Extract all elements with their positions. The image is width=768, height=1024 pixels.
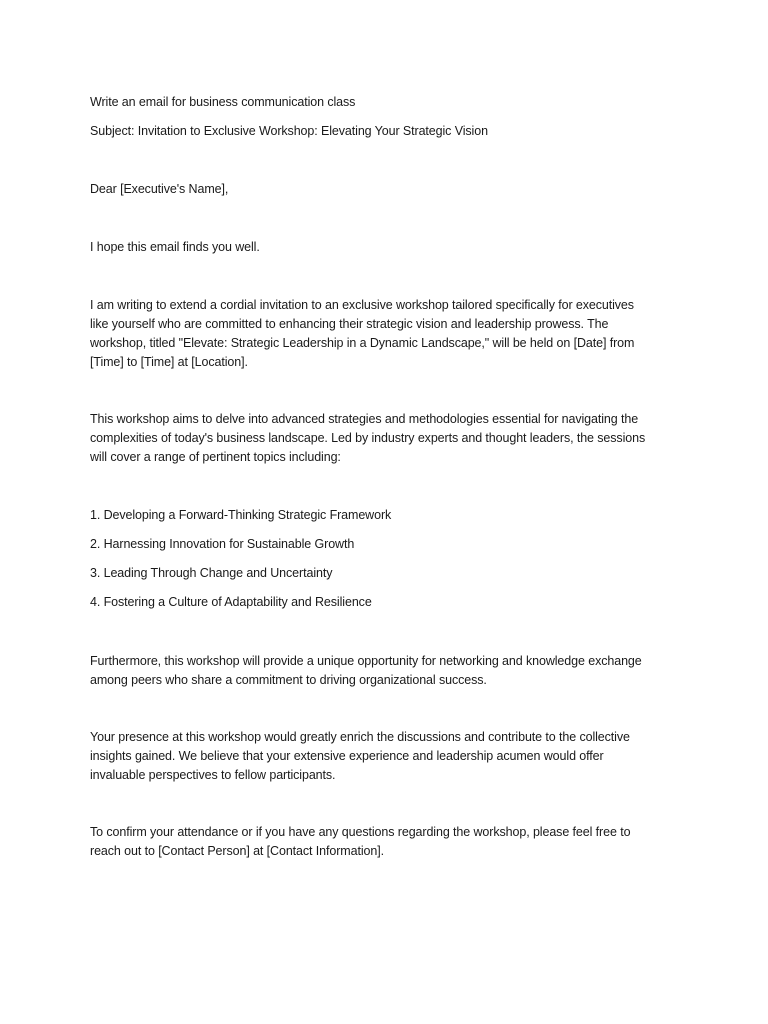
paragraph-workshop-aims <box>90 410 690 467</box>
email-subject: Subject: Invitation to Exclusive Workshop: Elevating Your Strategic Vision <box>90 124 488 138</box>
paragraph-line: Your presence at this workshop would greatly enrich the discussions and contribute to the collective <box>90 730 630 744</box>
paragraph-line: will cover a range of pertinent topics including: <box>90 450 341 464</box>
topic-list-item: 4. Fostering a Culture of Adaptability and Resilience <box>90 595 372 609</box>
paragraph-line: among peers who share a commitment to driving organizational success. <box>90 673 487 687</box>
paragraph-line: This workshop aims to delve into advanced strategies and methodologies essential for navigating the <box>90 412 639 426</box>
paragraph-line: insights gained. We believe that your extensive experience and leadership acumen would offer <box>90 749 604 763</box>
paragraph-line: [Time] to [Time] at [Location]. <box>90 355 248 369</box>
paragraph-line: like yourself who are committed to enhancing their strategic vision and leadership prowess. The <box>90 317 609 331</box>
paragraph-line: reach out to [Contact Person] at [Contact Information]. <box>90 844 384 858</box>
assignment-prompt: Write an email for business communication class <box>90 95 356 109</box>
email-greeting: I hope this email finds you well. <box>90 240 260 254</box>
topic-list-item: 3. Leading Through Change and Uncertainty <box>90 566 333 580</box>
paragraph-line: To confirm your attendance or if you have any questions regarding the workshop, please feel free to <box>90 825 631 839</box>
paragraph-line: I am writing to extend a cordial invitation to an exclusive workshop tailored specifically for executives <box>90 298 634 312</box>
paragraph-presence <box>90 728 690 785</box>
paragraph-contact <box>90 823 690 861</box>
paragraph-invitation <box>90 296 690 372</box>
topic-list-item: 2. Harnessing Innovation for Sustainable Growth <box>90 537 355 551</box>
topic-list-item: 1. Developing a Forward-Thinking Strategic Framework <box>90 508 392 522</box>
email-salutation: Dear [Executive's Name], <box>90 182 229 196</box>
paragraph-networking <box>90 652 690 690</box>
paragraph-line: complexities of today's business landscape. Led by industry experts and thought leaders, the sessions <box>90 431 646 445</box>
paragraph-line: Furthermore, this workshop will provide a unique opportunity for networking and knowledge exchange <box>90 654 642 668</box>
paragraph-line: workshop, titled "Elevate: Strategic Leadership in a Dynamic Landscape," will be held on [Date] from <box>90 336 635 350</box>
paragraph-line: invaluable perspectives to fellow participants. <box>90 768 336 782</box>
